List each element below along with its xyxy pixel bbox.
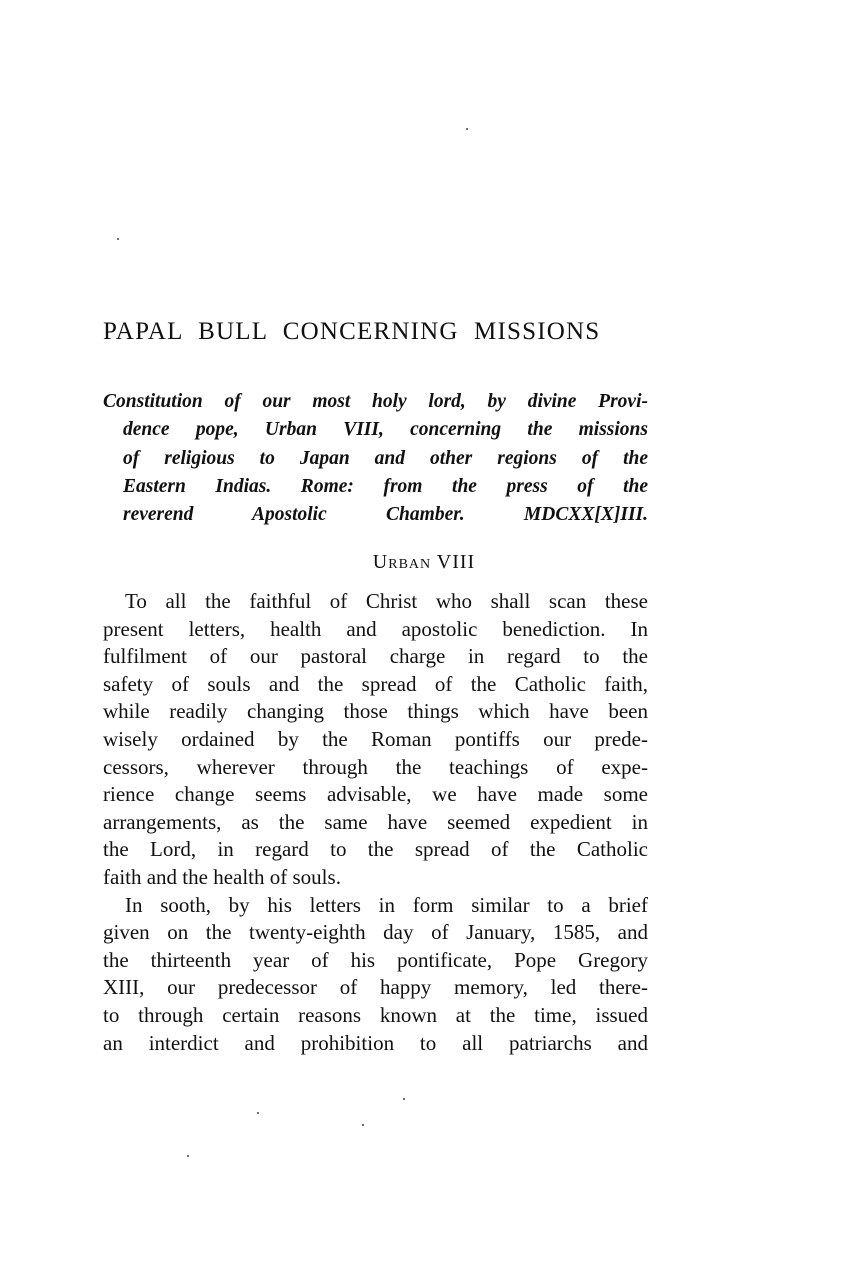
body-line: an interdict and prohibition to all patriarchs and bbox=[103, 1030, 648, 1055]
subtitle-line: Constitution of our most holy lord, by divine Provi- bbox=[103, 391, 648, 412]
body-line: present letters, health and apostolic benediction. In bbox=[103, 616, 648, 641]
scan-speck bbox=[466, 128, 468, 130]
subtitle-line: Eastern Indias. Rome: from the press of the bbox=[123, 475, 648, 497]
body-line: the Lord, in regard to the spread of the Catholic bbox=[103, 837, 648, 862]
body-line: given on the twenty-eighth day of January, 1585, and bbox=[103, 920, 648, 945]
body-line: arrangements, as the same have seemed expedient in bbox=[103, 809, 648, 834]
body-line: In sooth, by his letters in form similar to a brief bbox=[125, 892, 648, 917]
scan-speck bbox=[187, 1155, 189, 1157]
body-line: faith and the health of souls. bbox=[103, 864, 341, 889]
section-title-text: Urban VIII bbox=[372, 551, 476, 573]
body-text bbox=[103, 588, 648, 1057]
section-title bbox=[0, 548, 848, 576]
body-line: rience change seems advisable, we have made some bbox=[103, 782, 648, 807]
body-line: To all the faithful of Christ who shall scan these bbox=[125, 589, 648, 613]
scan-speck bbox=[257, 1112, 259, 1114]
body-line: cessors, wherever through the teachings of expe- bbox=[103, 754, 648, 779]
subtitle-line: of religious to Japan and other regions of the bbox=[123, 447, 648, 469]
page-heading: PAPAL BULL CONCERNING MISSIONS bbox=[103, 318, 601, 345]
body-line: wisely ordained by the Roman pontiffs our prede- bbox=[103, 726, 648, 751]
scan-speck bbox=[117, 238, 119, 240]
body-line: fulfilment of our pastoral charge in regard to the bbox=[103, 644, 648, 669]
body-line: safety of souls and the spread of the Catholic faith, bbox=[103, 671, 648, 696]
subtitle-line: reverend Apostolic Chamber. MDCXX[X]III. bbox=[123, 504, 648, 526]
subtitle-line: dence pope, Urban VIII, concerning the missions bbox=[123, 419, 648, 441]
subtitle-block bbox=[103, 388, 648, 529]
body-line: while readily changing those things which have been bbox=[103, 699, 648, 724]
scan-speck bbox=[362, 1124, 364, 1126]
body-line: to through certain reasons known at the time, issued bbox=[103, 1002, 648, 1027]
body-line: XIII, our predecessor of happy memory, led there- bbox=[103, 975, 648, 1000]
body-line: the thirteenth year of his pontificate, Pope Gregory bbox=[103, 947, 648, 972]
scan-speck bbox=[403, 1098, 405, 1100]
